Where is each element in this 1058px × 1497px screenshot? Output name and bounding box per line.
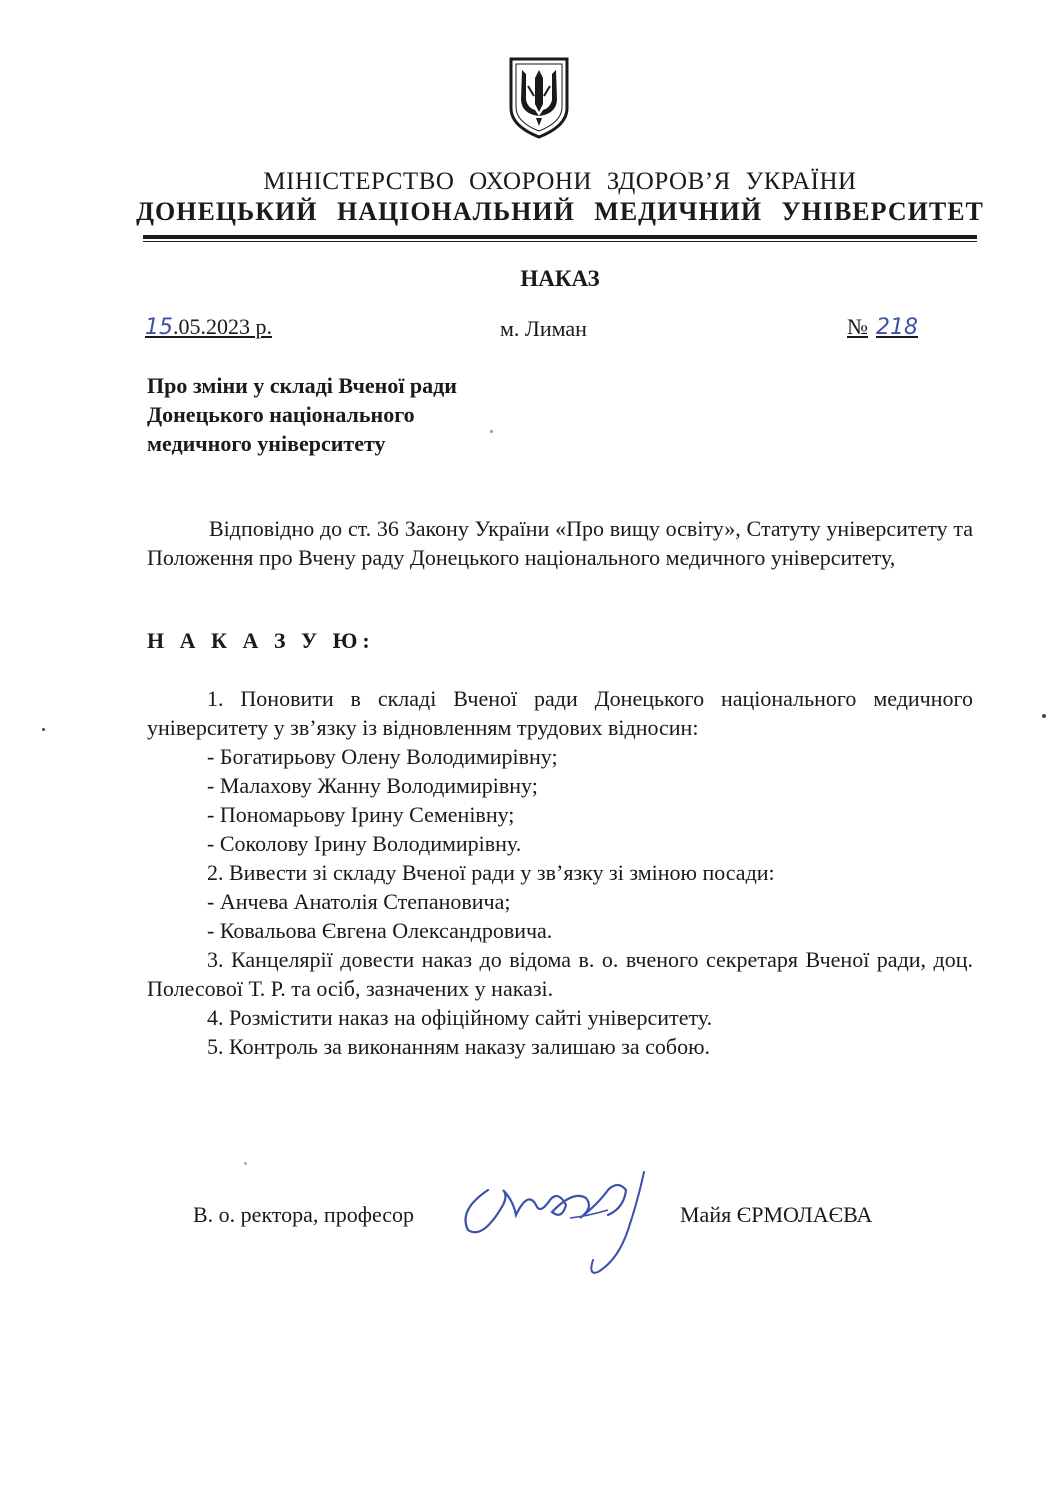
subject-line: медичного університету <box>147 431 386 456</box>
signatory-position: В. о. ректора, професор <box>193 1202 415 1227</box>
subject-line: Про зміни у складі Вченої ради <box>147 373 457 398</box>
list-item: - Соколову Ірину Володимирівну. <box>207 831 522 856</box>
item-2: 2. Вивести зі складу Вченої ради у зв’язку зі зміною посади: <box>207 860 775 885</box>
list-item: - Малахову Жанну Володимирівну; <box>207 773 538 798</box>
item-5: 5. Контроль за виконанням наказу залишаю за собою. <box>207 1034 711 1059</box>
handwritten-number: 218 <box>876 315 918 340</box>
order-date <box>145 314 272 340</box>
order-subject <box>147 371 457 458</box>
scan-speck <box>490 430 493 433</box>
number-label: № <box>847 314 868 339</box>
list-item: - Ковальова Євгена Олександровича. <box>207 918 553 943</box>
item-4: 4. Розмістити наказ на офіційному сайті університету. <box>207 1005 713 1030</box>
scan-speck <box>244 1162 247 1165</box>
item-3: 3. Канцелярії довести наказ до відома в. о. вченого секретаря Вченої ради, доц. Полесової Т. Р. та осіб, зазначених у наказі. <box>147 947 973 1001</box>
header-rule-thick <box>143 235 977 239</box>
handwritten-day: 15 <box>145 315 173 340</box>
order-number <box>847 314 918 340</box>
scan-speck <box>42 728 45 731</box>
handwritten-signature <box>458 1160 668 1280</box>
scan-speck <box>1042 714 1046 718</box>
ministry-name: МІНІСТЕРСТВО ОХОРОНИ ЗДОРОВ’Я УКРАЇНИ <box>263 168 857 195</box>
preamble-paragraph: Відповідно до ст. 36 Закону України «Про вищу освіту», Статуту університету та Положення про Вчену раду Донецького національного медичного університету, <box>147 516 973 570</box>
subject-line: Донецького національного <box>147 402 415 427</box>
header-rule-thin <box>143 241 977 242</box>
printed-date: .05.2023 р. <box>173 314 272 339</box>
list-item: - Анчева Анатолія Степановича; <box>207 889 511 914</box>
signatory-name: Майя ЄРМОЛАЄВА <box>680 1202 873 1227</box>
order-body <box>147 684 973 1061</box>
university-name: ДОНЕЦЬКИЙ НАЦІОНАЛЬНИЙ МЕДИЧНИЙ УНІВЕРСИТЕТ <box>136 197 984 226</box>
item-1: 1. Поновити в складі Вченої ради Донецького національного медичного університету у зв’язку із відновленням трудових відносин: <box>147 686 973 740</box>
trident-emblem-icon <box>508 56 570 140</box>
list-item: - Пономарьову Ірину Семенівну; <box>207 802 515 827</box>
list-item: - Богатирьову Олену Володимирівну; <box>207 744 558 769</box>
decree-heading: Н А К А З У Ю: <box>147 628 375 653</box>
order-title: НАКАЗ <box>520 266 600 291</box>
order-city: м. Лиман <box>500 316 587 341</box>
